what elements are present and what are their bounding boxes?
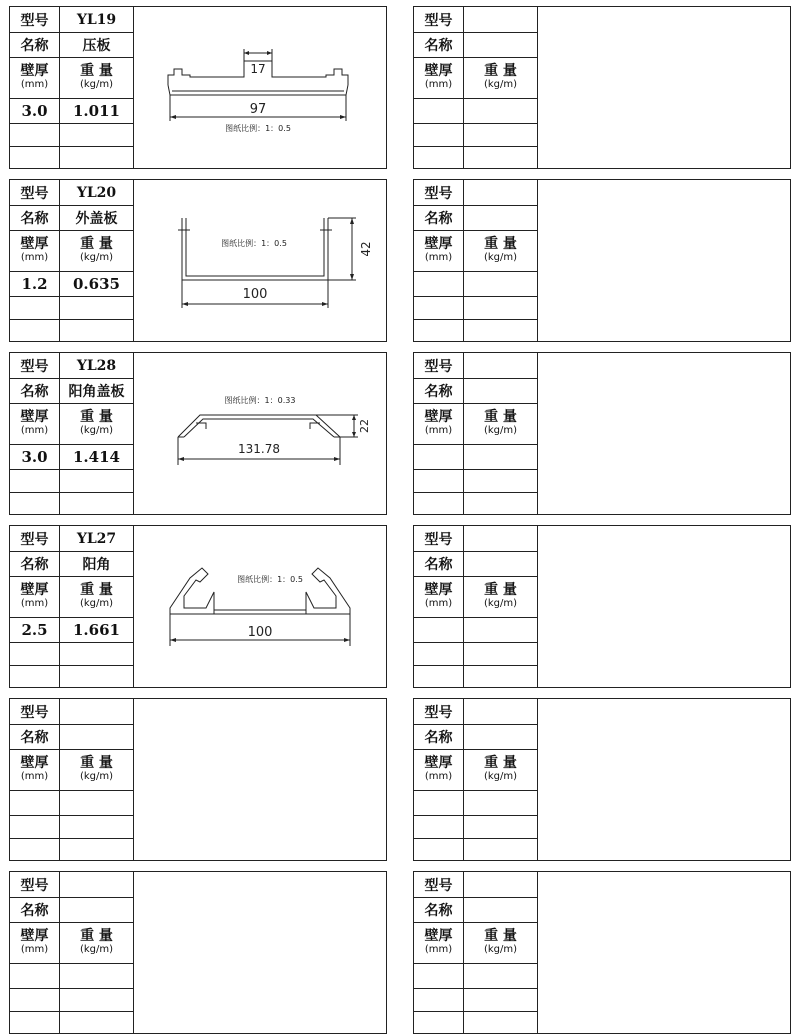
profile-card-yl27: [9, 525, 387, 688]
weight-header: [60, 577, 133, 617]
model-label: 型号: [414, 353, 464, 378]
thickness-header: [414, 58, 464, 98]
thickness-unit: (mm): [424, 944, 453, 955]
weight-label: 重 量: [80, 409, 113, 425]
model-label: 型号: [414, 180, 464, 205]
thickness-label: 壁厚: [20, 63, 49, 79]
spec-table: [10, 180, 134, 341]
dimension-label: 42: [359, 241, 373, 257]
model-value: [464, 526, 537, 551]
weight-header: [60, 231, 133, 271]
name-value: [464, 725, 537, 749]
thickness-unit: (mm): [424, 252, 453, 263]
weight-header: [464, 404, 537, 444]
thickness-label: 壁厚: [20, 755, 49, 771]
thickness-value: 2.5: [10, 618, 60, 642]
weight-header: [464, 577, 537, 617]
model-label: 型号: [10, 872, 60, 897]
thickness-unit: (mm): [20, 252, 49, 263]
name-label: 名称: [10, 898, 60, 922]
profile-card-empty: [9, 871, 387, 1034]
weight-header: [60, 404, 133, 444]
thickness-header: [10, 923, 60, 963]
profile-card-empty: [413, 525, 791, 688]
weight-value: 1.011: [73, 102, 120, 120]
thickness-value: [10, 964, 60, 988]
spec-table: [10, 353, 134, 514]
weight-value: [60, 964, 133, 988]
thickness-header: [414, 923, 464, 963]
thickness-header: [10, 577, 60, 617]
thickness-label: 壁厚: [20, 409, 49, 425]
thickness-unit: (mm): [424, 598, 453, 609]
thickness-unit: (mm): [20, 771, 49, 782]
weight-value: [464, 272, 537, 296]
weight-label: 重 量: [484, 755, 517, 771]
weight-header: [464, 923, 537, 963]
thickness-label: 壁厚: [424, 63, 453, 79]
thickness-value: [414, 618, 464, 642]
dimension-label: 100: [247, 625, 273, 640]
model-value: [464, 7, 537, 32]
weight-label: 重 量: [80, 236, 113, 252]
name-label: 名称: [414, 898, 464, 922]
thickness-unit: (mm): [20, 425, 49, 436]
spec-table: [10, 526, 134, 687]
profile-card-empty: [413, 6, 791, 169]
weight-value: [464, 618, 537, 642]
thickness-unit: (mm): [424, 425, 453, 436]
weight-label: 重 量: [80, 63, 113, 79]
drawing-scale-note: 图纸比例：1：0.5: [237, 575, 303, 584]
name-label: 名称: [414, 206, 464, 230]
drawing-scale-note: 图纸比例：1：0.5: [221, 239, 287, 248]
thickness-label: 壁厚: [424, 928, 453, 944]
model-label: 型号: [10, 699, 60, 724]
thickness-value: [414, 272, 464, 296]
thickness-label: 壁厚: [20, 236, 49, 252]
dimension-label: 100: [242, 287, 268, 302]
model-label: 型号: [10, 7, 60, 32]
model-value: [464, 180, 537, 205]
drawing-scale-note: 图纸比例：1：0.33: [224, 396, 296, 405]
thickness-unit: (mm): [424, 771, 453, 782]
thickness-label: 壁厚: [424, 755, 453, 771]
weight-unit: (kg/m): [483, 79, 518, 90]
spec-table: [414, 353, 538, 514]
name-label: 名称: [10, 725, 60, 749]
name-label: 名称: [10, 206, 60, 230]
name-label: 名称: [10, 33, 60, 57]
thickness-label: 壁厚: [20, 582, 49, 598]
profile-drawing-yl27: [134, 526, 387, 687]
name-label: 名称: [414, 379, 464, 403]
weight-unit: (kg/m): [79, 252, 114, 263]
dimension-label: 97: [249, 102, 267, 117]
model-label: 型号: [414, 872, 464, 897]
thickness-value: 3.0: [10, 445, 60, 469]
profile-card-empty: [413, 352, 791, 515]
profile-drawing-yl19: [134, 7, 387, 168]
thickness-label: 壁厚: [424, 236, 453, 252]
thickness-header: [414, 750, 464, 790]
name-value: [464, 206, 537, 230]
name-label: 名称: [414, 552, 464, 576]
weight-value: [464, 99, 537, 123]
weight-unit: (kg/m): [79, 598, 114, 609]
spec-table: [10, 872, 134, 1033]
weight-header: [60, 58, 133, 98]
thickness-label: 壁厚: [424, 409, 453, 425]
model-label: 型号: [10, 526, 60, 551]
profile-card-empty: [9, 698, 387, 861]
profile-card-empty: [413, 179, 791, 342]
model-value: [464, 699, 537, 724]
spec-table: [414, 526, 538, 687]
thickness-unit: (mm): [424, 79, 453, 90]
spec-table: [10, 7, 134, 168]
weight-label: 重 量: [484, 236, 517, 252]
weight-label: 重 量: [484, 409, 517, 425]
thickness-header: [10, 750, 60, 790]
weight-label: 重 量: [80, 755, 113, 771]
thickness-unit: (mm): [20, 944, 49, 955]
spec-table: [414, 7, 538, 168]
thickness-value: [10, 791, 60, 815]
profile-card-yl28: [9, 352, 387, 515]
thickness-header: [10, 231, 60, 271]
weight-header: [464, 231, 537, 271]
name-value: [60, 725, 133, 749]
weight-value: 0.635: [73, 275, 120, 293]
weight-label: 重 量: [484, 63, 517, 79]
model-value: [60, 872, 133, 897]
thickness-value: 3.0: [10, 99, 60, 123]
profile-drawing-yl28: [134, 353, 387, 514]
weight-label: 重 量: [80, 928, 113, 944]
thickness-header: [414, 404, 464, 444]
model-value: [60, 699, 133, 724]
model-label: 型号: [414, 699, 464, 724]
weight-value: [60, 791, 133, 815]
profile-drawing-yl20: [134, 180, 387, 341]
name-value: 阳角: [82, 557, 111, 573]
weight-unit: (kg/m): [79, 79, 114, 90]
thickness-unit: (mm): [20, 598, 49, 609]
dimension-label: 22: [358, 419, 371, 433]
thickness-header: [10, 404, 60, 444]
weight-value: [464, 445, 537, 469]
model-label: 型号: [414, 526, 464, 551]
model-value: [464, 353, 537, 378]
thickness-value: 1.2: [10, 272, 60, 296]
thickness-value: [414, 99, 464, 123]
name-value: [464, 379, 537, 403]
name-value: 阳角盖板: [68, 384, 125, 400]
thickness-header: [414, 231, 464, 271]
drawing-scale-note: 图纸比例：1：0.5: [225, 124, 291, 133]
thickness-label: 壁厚: [20, 928, 49, 944]
model-value: [464, 872, 537, 897]
model-value: YL27: [76, 530, 117, 547]
name-value: 压板: [82, 38, 111, 54]
weight-label: 重 量: [484, 582, 517, 598]
name-value: [464, 552, 537, 576]
weight-header: [60, 750, 133, 790]
dimension-label: 17: [250, 62, 266, 76]
weight-label: 重 量: [80, 582, 113, 598]
weight-unit: (kg/m): [483, 425, 518, 436]
thickness-value: [414, 445, 464, 469]
name-value: [60, 898, 133, 922]
weight-value: [464, 964, 537, 988]
weight-unit: (kg/m): [483, 771, 518, 782]
model-label: 型号: [414, 7, 464, 32]
model-value: YL28: [76, 357, 117, 374]
spec-table: [414, 699, 538, 860]
name-value: 外盖板: [75, 211, 118, 227]
name-label: 名称: [414, 33, 464, 57]
name-value: [464, 33, 537, 57]
model-value: YL20: [76, 184, 117, 201]
weight-header: [464, 58, 537, 98]
weight-value: 1.414: [73, 448, 120, 466]
model-label: 型号: [10, 353, 60, 378]
weight-value: [464, 791, 537, 815]
model-label: 型号: [10, 180, 60, 205]
weight-unit: (kg/m): [79, 425, 114, 436]
weight-unit: (kg/m): [79, 771, 114, 782]
weight-value: 1.661: [73, 621, 120, 639]
weight-unit: (kg/m): [79, 944, 114, 955]
thickness-header: [414, 577, 464, 617]
model-value: YL19: [76, 11, 117, 28]
profile-card-yl19: [9, 6, 387, 169]
weight-unit: (kg/m): [483, 252, 518, 263]
weight-label: 重 量: [484, 928, 517, 944]
profile-card-empty: [413, 698, 791, 861]
spec-table: [414, 180, 538, 341]
weight-unit: (kg/m): [483, 944, 518, 955]
name-value: [464, 898, 537, 922]
dimension-label: 131.78: [238, 442, 280, 456]
thickness-value: [414, 791, 464, 815]
spec-table: [10, 699, 134, 860]
name-label: 名称: [10, 552, 60, 576]
spec-table: [414, 872, 538, 1033]
thickness-value: [414, 964, 464, 988]
weight-header: [464, 750, 537, 790]
profile-card-empty: [413, 871, 791, 1034]
weight-unit: (kg/m): [483, 598, 518, 609]
profile-card-yl20: [9, 179, 387, 342]
thickness-label: 壁厚: [424, 582, 453, 598]
name-label: 名称: [10, 379, 60, 403]
name-label: 名称: [414, 725, 464, 749]
weight-header: [60, 923, 133, 963]
thickness-header: [10, 58, 60, 98]
thickness-unit: (mm): [20, 79, 49, 90]
